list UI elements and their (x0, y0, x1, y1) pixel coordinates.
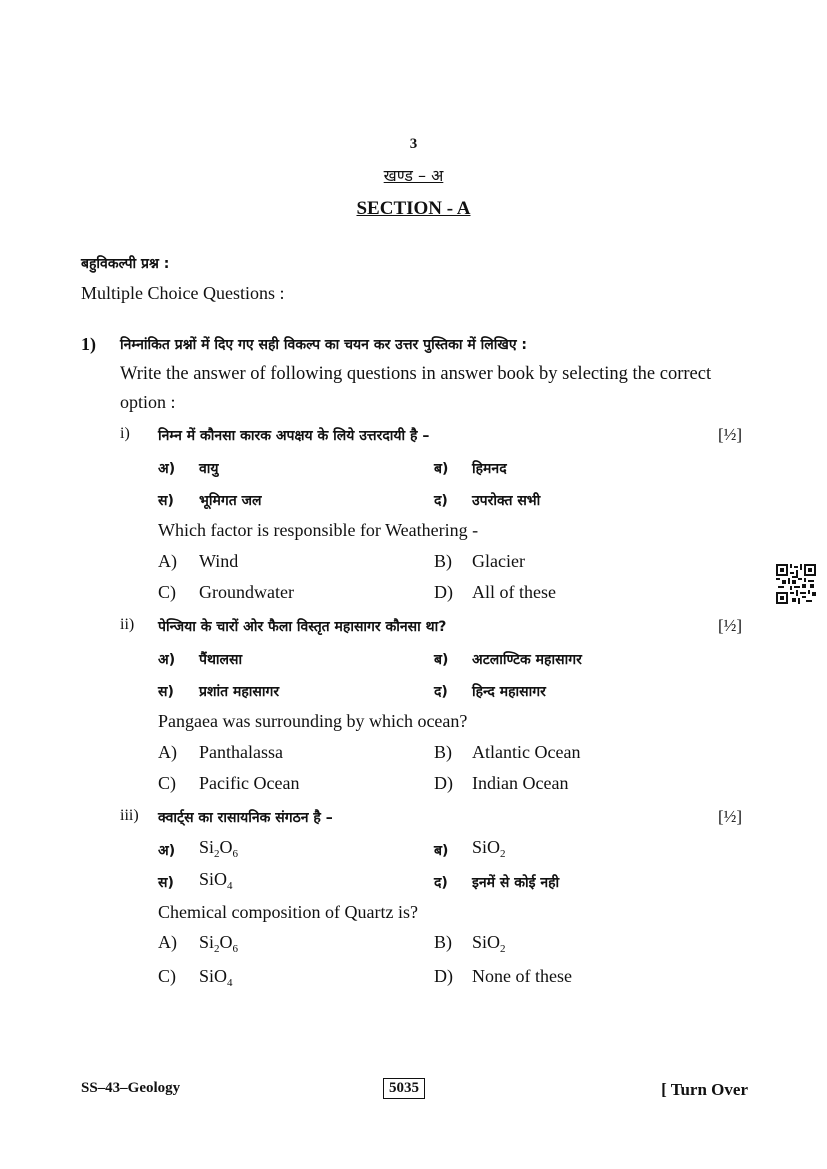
instruction-english-line2: option : (120, 392, 176, 412)
option-label-hindi: स) (158, 493, 174, 509)
option-label-hindi: ब) (434, 652, 449, 668)
subquestion-text-hindi: क्वार्ट्स का रासायनिक संगठन है – (158, 810, 333, 826)
option-label-english: B) (434, 932, 452, 952)
formula-sio4: SiO$_4$ (199, 869, 233, 892)
section-title-english: SECTION - A (356, 198, 471, 219)
option-text-hindi: उपरोक्त सभी (472, 493, 541, 509)
option-text-english: All of these (472, 582, 556, 602)
marks: [½] (718, 425, 743, 444)
option-text-hindi: अटलाण्टिक महासागर (472, 652, 582, 668)
option-label-hindi: अ) (158, 461, 176, 477)
formula-si2o6: $Si_2O_6$ (199, 932, 239, 955)
option-text-hindi: भूमिगत जल (199, 493, 262, 509)
option-text-hindi: हिमनद (472, 461, 507, 477)
marks: [½] (718, 807, 743, 826)
option-text-english: Groundwater (199, 582, 294, 602)
subquestion-number: ii) (120, 616, 135, 633)
option-text-hindi: वायु (199, 461, 219, 477)
qr-code-icon (776, 564, 816, 604)
subquestion-text-english: Chemical composition of Quartz is? (158, 902, 418, 922)
option-label-hindi: द) (434, 684, 448, 700)
subquestion-text-hindi: पेन्जिया के चारों ओर फैला विस्तृत महासागर कौनसा था? (158, 619, 447, 635)
option-label-english: B) (434, 551, 452, 571)
option-text-english: Glacier (472, 551, 525, 571)
instruction-english-line1: Write the answer of following questions in answer book by selecting the correct (120, 364, 712, 384)
option-label-english: B) (434, 742, 452, 762)
subquestion-number: i) (120, 425, 130, 442)
option-label-english: C) (158, 773, 176, 793)
mcq-heading-hindi: बहुविकल्पी प्रश्न : (81, 256, 170, 272)
option-text-english: Indian Ocean (472, 773, 569, 793)
option-label-hindi: ब) (434, 843, 449, 859)
option-label-english: D) (434, 966, 453, 986)
option-text-english: Panthalassa (199, 742, 283, 762)
option-text-hindi: प्रशांत महासागर (199, 684, 280, 700)
option-label-english: C) (158, 966, 176, 986)
instruction-hindi: निम्नांकित प्रश्नों में दिए गए सही विकल्प का चयन कर उत्तर पुस्तिका में लिखिए : (120, 337, 528, 353)
subquestion-text-english: Which factor is responsible for Weathering - (158, 520, 479, 540)
option-text-hindi: इनमें से कोई नही (472, 875, 560, 891)
option-label-hindi: अ) (158, 652, 176, 668)
option-label-english: A) (158, 932, 177, 952)
option-text-english: Atlantic Ocean (472, 742, 581, 762)
footer-serial-number: 5035 (383, 1078, 425, 1099)
option-label-hindi: ब) (434, 461, 449, 477)
page-number: 3 (409, 136, 418, 152)
subquestion-text-english: Pangaea was surrounding by which ocean? (158, 711, 468, 731)
option-text-english: None of these (472, 966, 572, 986)
option-label-english: D) (434, 773, 453, 793)
option-label-hindi: स) (158, 684, 174, 700)
section-title-hindi: खण्ड – अ (383, 166, 444, 185)
option-text-hindi: पैंथालसा (199, 652, 243, 668)
formula-si2o6: $Si_2O_6$ (199, 837, 239, 860)
option-label-english: A) (158, 551, 177, 571)
option-text-hindi: हिन्द महासागर (472, 684, 546, 700)
formula-sio4: SiO$_4$ (199, 966, 233, 989)
formula-sio2: SiO$_2$ (472, 932, 506, 955)
option-label-hindi: अ) (158, 843, 176, 859)
formula-sio2: SiO$_2$ (472, 837, 506, 860)
option-label-english: D) (434, 582, 453, 602)
option-label-hindi: द) (434, 875, 448, 891)
subquestion-number: iii) (120, 807, 139, 824)
option-label-english: A) (158, 742, 177, 762)
option-label-hindi: द) (434, 493, 448, 509)
footer-turn-over: [ Turn Over (661, 1080, 748, 1099)
footer-paper-code: SS–43–Geology (81, 1080, 181, 1096)
mcq-heading-english: Multiple Choice Questions : (81, 283, 285, 303)
subquestion-text-hindi: निम्न में कौनसा कारक अपक्षय के लिये उत्तरदायी है – (158, 428, 430, 444)
option-text-english: Wind (199, 551, 239, 571)
question-number: 1) (81, 334, 96, 354)
option-label-hindi: स) (158, 875, 174, 891)
option-text-english: Pacific Ocean (199, 773, 300, 793)
marks: [½] (718, 616, 743, 635)
option-label-english: C) (158, 582, 176, 602)
